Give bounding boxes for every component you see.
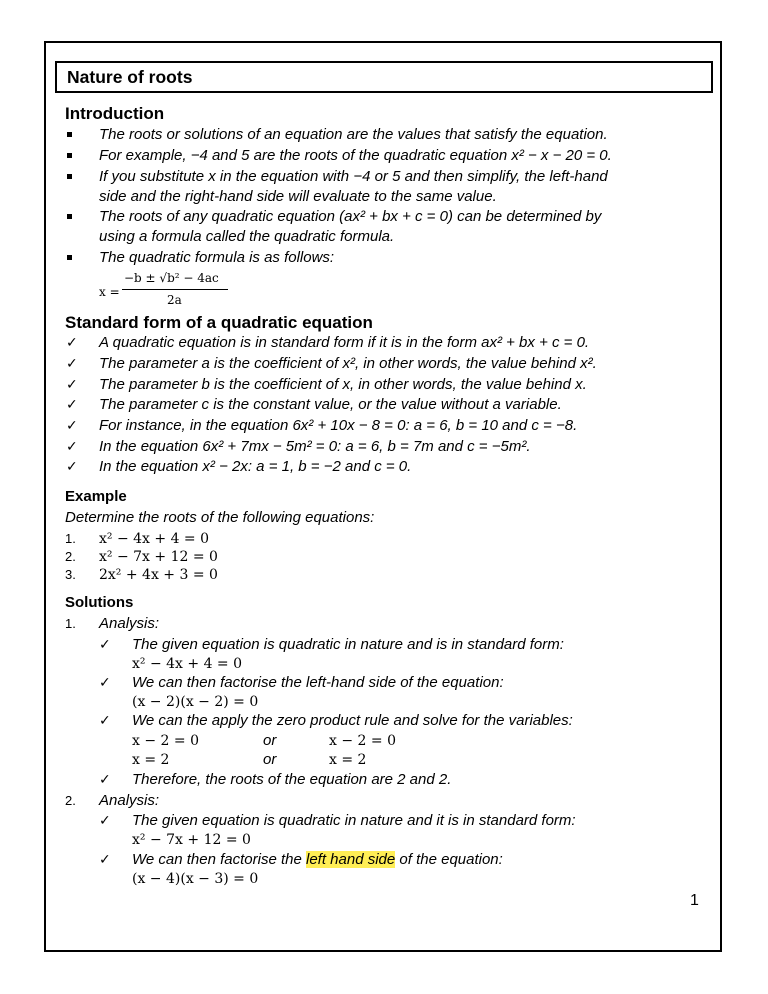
title-box [55, 61, 713, 93]
example-number: 1. [65, 531, 76, 546]
page-number: 1 [690, 892, 699, 909]
intro-bullet-3-cont: side and the right-hand side will evaluate to the same value. [99, 188, 497, 205]
check-icon: ✓ [99, 813, 111, 829]
standard-item-3: The parameter b is the coefficient of x, in other words, the value behind x. [99, 376, 587, 393]
solution-1-label: Analysis: [99, 615, 160, 632]
s1-row2-or: or [263, 751, 277, 768]
example-heading: Example [65, 488, 127, 505]
s1-equation-2: (x − 2)(x − 2) = 0 [132, 694, 259, 710]
s2-step-1: The given equation is quadratic in nature and it is in standard form: [132, 812, 576, 829]
bullet-icon [67, 174, 72, 179]
standard-item-6: In the equation 6x² + 7mx − 5m² = 0: a = 6, b = 7m and c = −5m². [99, 438, 531, 455]
solution-number: 1. [65, 616, 76, 631]
s2-step-2-text: We can then factorise the [132, 851, 306, 868]
s1-equation-1: x² − 4x + 4 = 0 [132, 656, 243, 672]
s2-step-2 [132, 851, 503, 869]
check-icon: ✓ [66, 356, 78, 372]
formula-lhs: x = [99, 285, 120, 299]
example-number: 3. [65, 567, 76, 582]
bullet-icon [67, 132, 72, 137]
solutions-heading: Solutions [65, 594, 134, 611]
standard-item-4: The parameter c is the constant value, or the value without a variable. [99, 396, 562, 413]
s1-row2-right: x = 2 [329, 752, 367, 768]
s2-equation-2: (x − 4)(x − 3) = 0 [132, 871, 259, 887]
check-icon: ✓ [66, 439, 78, 455]
intro-bullet-1: The roots or solutions of an equation are the values that satisfy the equation. [99, 126, 608, 143]
highlighted-text: left hand side [306, 851, 396, 868]
page-title: Nature of roots [67, 67, 193, 87]
intro-bullet-4-cont: using a formula called the quadratic formula. [99, 228, 395, 245]
check-icon: ✓ [99, 675, 111, 691]
s1-row1-right: x − 2 = 0 [329, 733, 396, 749]
formula-denominator: 2a [167, 293, 182, 307]
example-prompt: Determine the roots of the following equations: [65, 509, 375, 526]
check-icon: ✓ [66, 418, 78, 434]
intro-bullet-2: For example, −4 and 5 are the roots of the quadratic equation x² − x − 20 = 0. [99, 147, 612, 164]
s2-equation-1: x² − 7x + 12 = 0 [132, 832, 251, 848]
s1-row1-or: or [263, 732, 277, 749]
check-icon: ✓ [99, 772, 111, 788]
intro-heading: Introduction [65, 104, 165, 123]
s1-row1-left: x − 2 = 0 [132, 733, 199, 749]
intro-bullet-5: The quadratic formula is as follows: [99, 249, 335, 266]
s1-step-1: The given equation is quadratic in nature and is in standard form: [132, 636, 564, 653]
s2-step-2-text-end: of the equation: [395, 851, 503, 868]
s1-row2-left: x = 2 [132, 752, 170, 768]
intro-bullet-3: If you substitute x in the equation with −4 or 5 and then simplify, the left-hand [99, 168, 608, 185]
fraction-bar [122, 289, 228, 290]
standard-item-1: A quadratic equation is in standard form if it is in the form ax² + bx + c = 0. [99, 334, 590, 351]
check-icon: ✓ [99, 713, 111, 729]
formula-numerator: −b ± √b² − 4ac [124, 271, 219, 285]
standard-item-7: In the equation x² − 2x: a = 1, b = −2 and c = 0. [99, 458, 412, 475]
s1-step-4: Therefore, the roots of the equation are 2 and 2. [132, 771, 452, 788]
check-icon: ✓ [66, 335, 78, 351]
bullet-icon [67, 214, 72, 219]
check-icon: ✓ [66, 377, 78, 393]
check-icon: ✓ [99, 637, 111, 653]
example-equation-1: x² − 4x + 4 = 0 [99, 531, 210, 547]
check-icon: ✓ [99, 852, 111, 868]
example-equation-2: x² − 7x + 12 = 0 [99, 549, 218, 565]
bullet-icon [67, 255, 72, 260]
check-icon: ✓ [66, 459, 78, 475]
standard-item-2: The parameter a is the coefficient of x², in other words, the value behind x². [99, 355, 597, 372]
bullet-icon [67, 153, 72, 158]
intro-bullet-4: The roots of any quadratic equation (ax² + bx + c = 0) can be determined by [99, 208, 602, 225]
standard-item-5: For instance, in the equation 6x² + 10x − 8 = 0: a = 6, b = 10 and c = −8. [99, 417, 578, 434]
standard-heading: Standard form of a quadratic equation [65, 313, 373, 332]
check-icon: ✓ [66, 397, 78, 413]
s1-step-3: We can the apply the zero product rule and solve for the variables: [132, 712, 573, 729]
solution-2-label: Analysis: [99, 792, 160, 809]
example-number: 2. [65, 549, 76, 564]
solution-number: 2. [65, 793, 76, 808]
s1-step-2: We can then factorise the left-hand side of the equation: [132, 674, 504, 691]
example-equation-3: 2x² + 4x + 3 = 0 [99, 567, 218, 583]
